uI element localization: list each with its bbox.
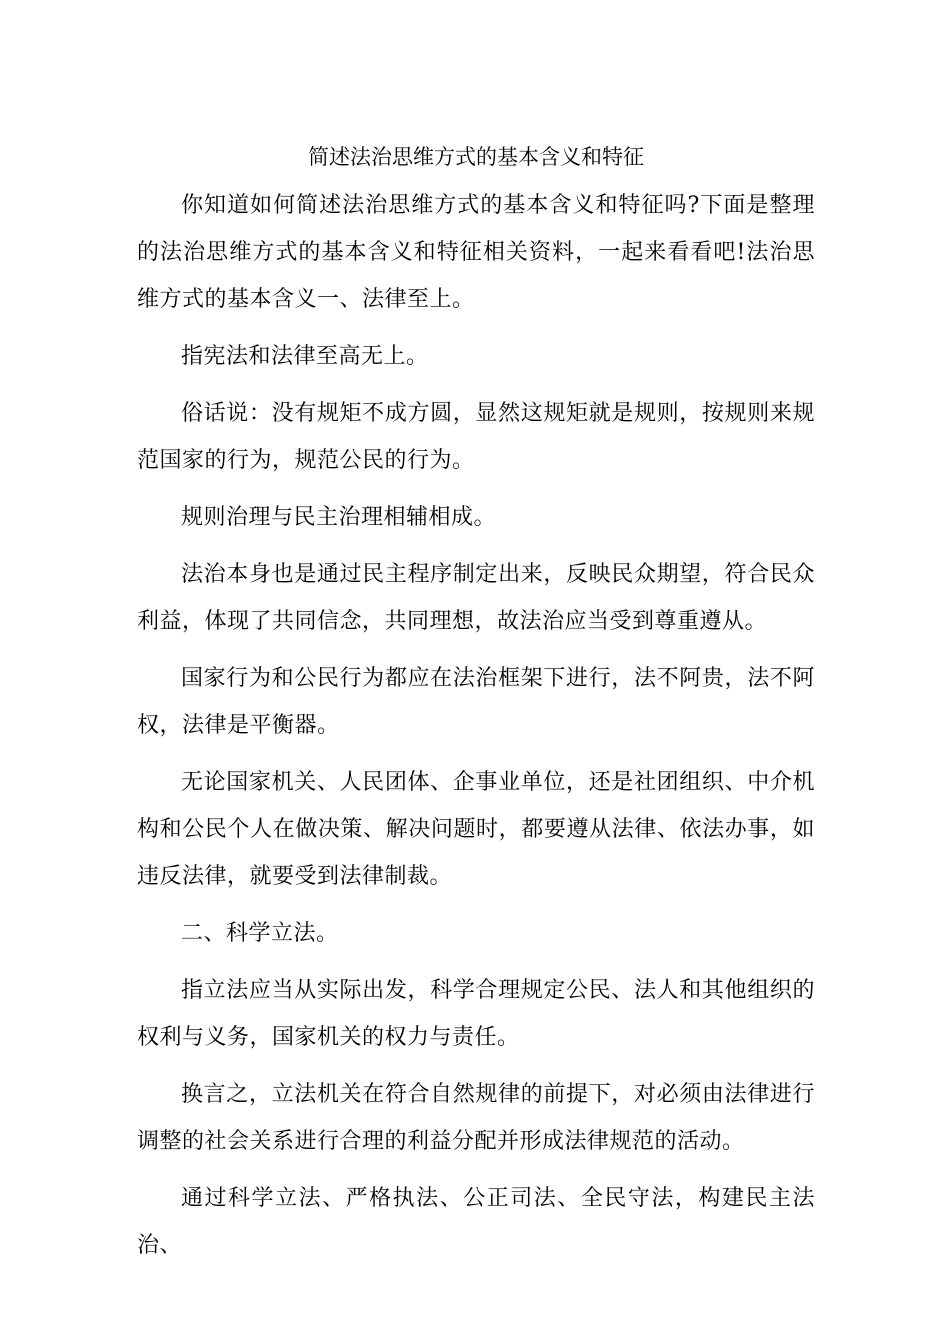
- paragraph-9: 指立法应当从实际出发，科学合理规定公民、法人和其他组织的权利与义务，国家机关的权力与责任。: [137, 978, 815, 1050]
- paragraph-2: 指宪法和法律至高无上。: [181, 344, 429, 369]
- document-body: [137, 136, 815, 1279]
- paragraph-4: 规则治理与民主治理相辅相成。: [181, 505, 497, 530]
- paragraph-10: 换言之，立法机关在符合自然规律的前提下，对必须由法律进行调整的社会关系进行合理的利益分配并形成法律规范的活动。: [137, 1082, 815, 1154]
- paragraph-11: 通过科学立法、严格执法、公正司法、全民守法，构建民主法治、: [137, 1186, 815, 1258]
- paragraph-6: 国家行为和公民行为都应在法治框架下进行，法不阿贵，法不阿权，法律是平衡器。: [137, 666, 815, 738]
- paragraph-7: 无论国家机关、人民团体、企事业单位，还是社团组织、中介机构和公民个人在做决策、解决问题时，都要遵从法律、依法办事，如违反法律，就要受到法律制裁。: [137, 770, 815, 889]
- document-title: 简述法治思维方式的基本含义和特征: [308, 145, 644, 169]
- paragraph-3: 俗话说：没有规矩不成方圆，显然这规矩就是规则，按规则来规范国家的行为，规范公民的行为。: [137, 401, 815, 473]
- paragraph-8: 二、科学立法。: [181, 921, 339, 946]
- paragraph-5: 法治本身也是通过民主程序制定出来，反映民众期望，符合民众利益，体现了共同信念，共同理想，故法治应当受到尊重遵从。: [137, 562, 815, 634]
- paragraph-1: 你知道如何简述法治思维方式的基本含义和特征吗?下面是整理的法治思维方式的基本含义和特征相关资料，一起来看看吧!法治思维方式的基本含义一、法律至上。: [137, 193, 815, 312]
